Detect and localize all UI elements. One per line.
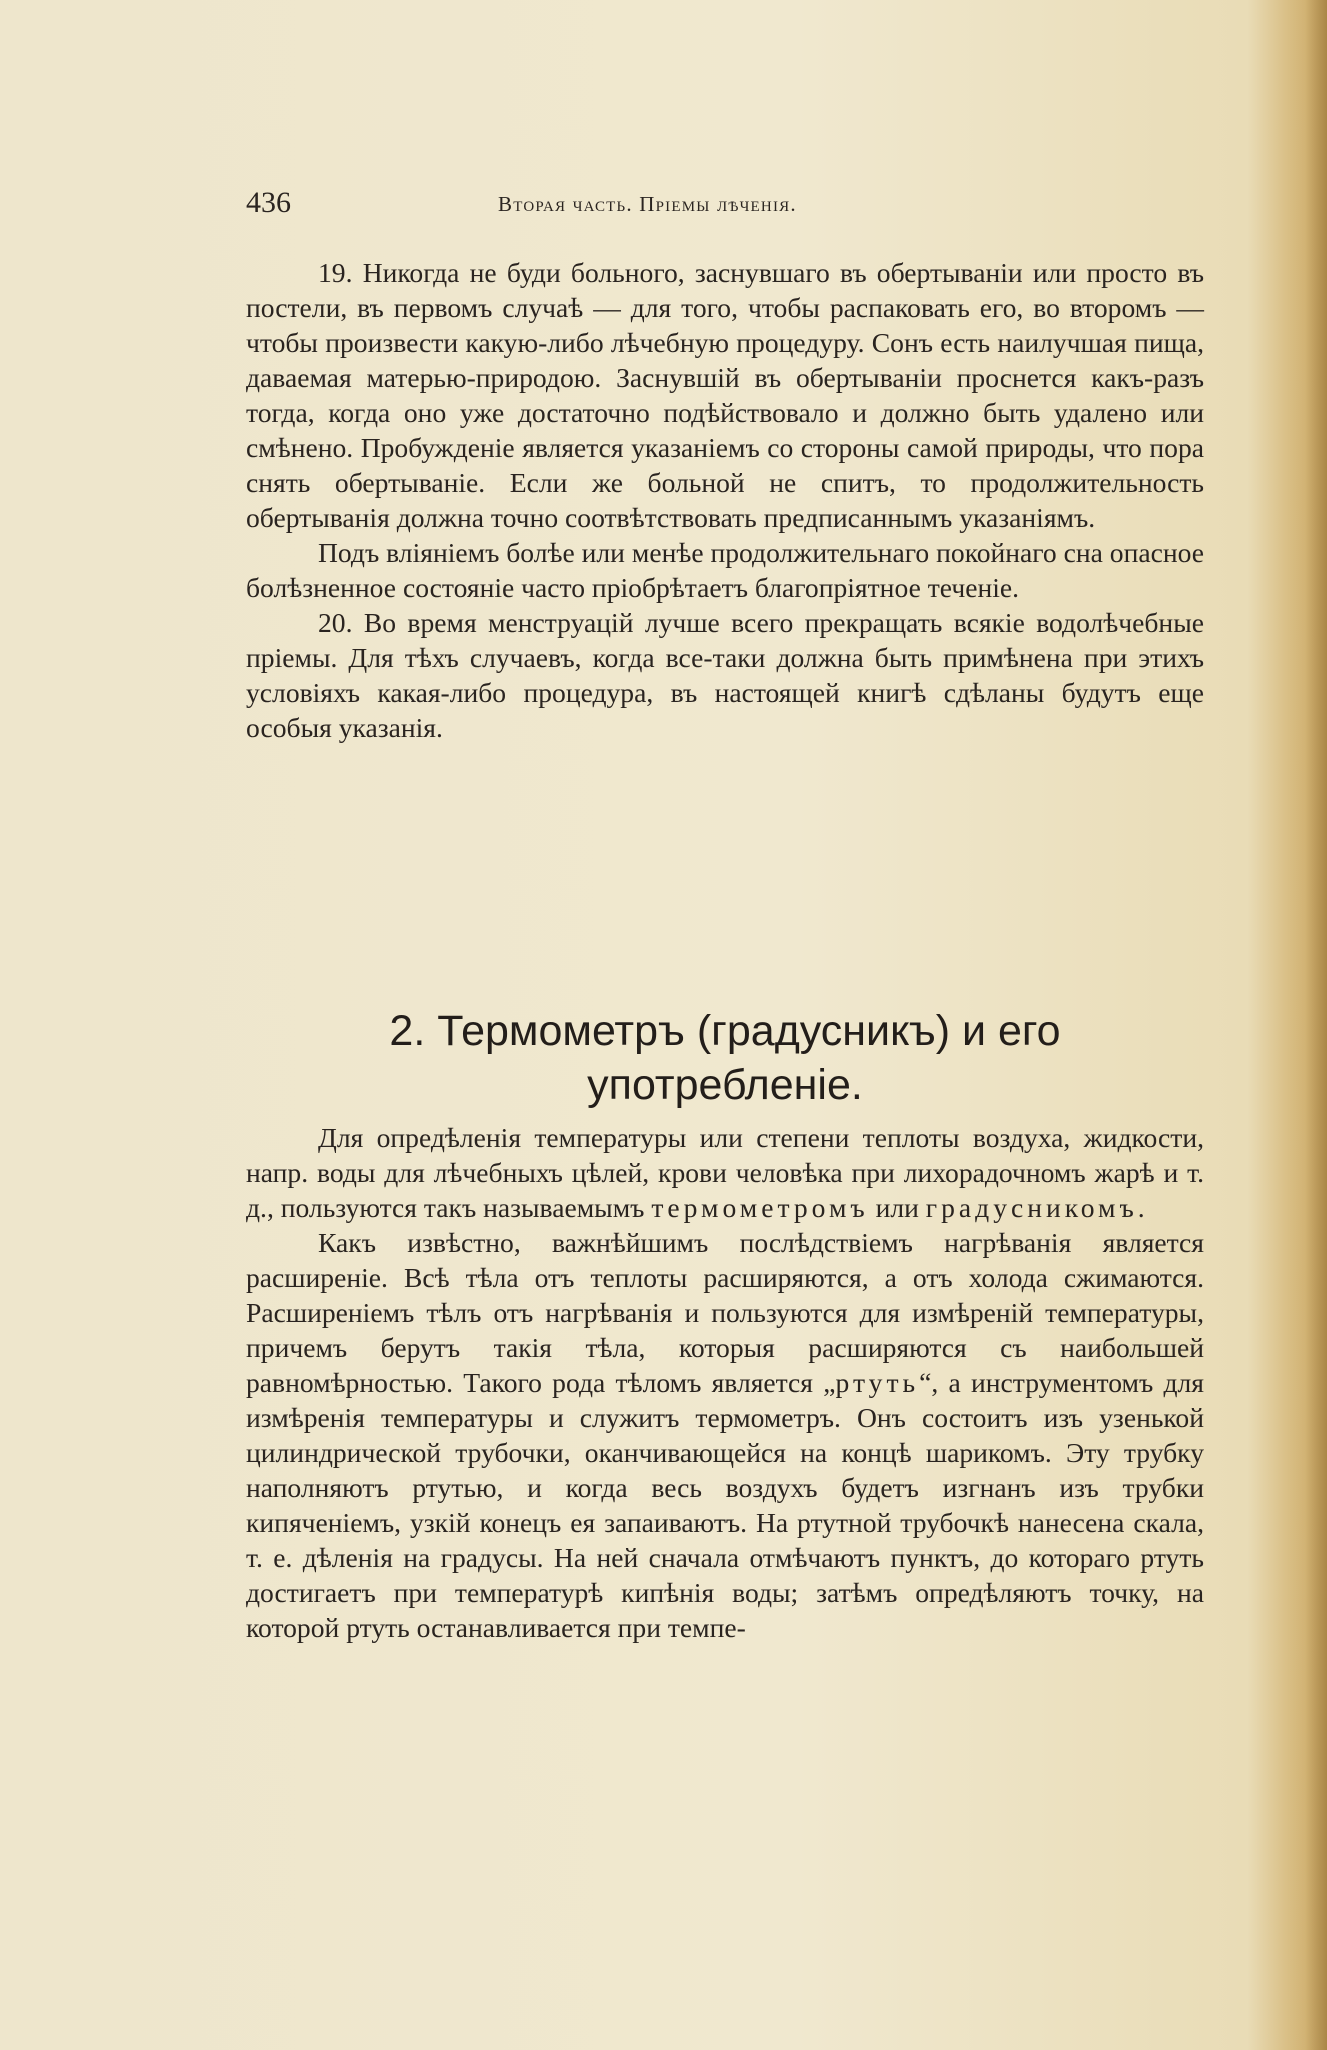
paragraph-20: 20. Во время менструацій лучше всего прекращать всякіе водолѣчебные пріемы. Для тѣхъ случаевъ, когда все-таки должна быть примѣнена при этихъ условіяхъ какая-либо процедура, въ настоящей книгѣ сдѣланы будутъ еще особыя указанія.	[246, 607, 1204, 743]
page-header	[246, 186, 1206, 220]
page-edge-shadow	[1305, 0, 1327, 2050]
page-number: 436	[246, 186, 291, 219]
text-span: или	[868, 1192, 926, 1223]
text-span: Для опредѣленія температуры или степени теплоты воздуха, жидкости, напр. воды для лѣчебныхъ цѣлей, крови человѣка при лихорадочномъ жарѣ и т. д., пользуются такъ называемымъ	[246, 1122, 1204, 1223]
text-span: “, а инструментомъ для измѣренія температуры и служитъ термометръ. Онъ состоитъ изъ узенькой цилиндрической трубочки, оканчивающейся на концѣ шарикомъ. Эту трубку наполняютъ ртутью, и когда весь воздухъ будетъ изгнанъ изъ трубки кипяченіемъ, узкій конецъ ея запаиваютъ. На ртутной трубочкѣ нанесена скала, т. е. дѣленія на градусы. На ней сначала отмѣчаютъ пунктъ, до котораго ртуть достигаетъ при температурѣ кипѣнія воды; затѣмъ опредѣляютъ точку, на которой ртуть останавливается при темпе-	[246, 1367, 1204, 1643]
paragraph-definition	[246, 1120, 1204, 1225]
paragraph-19: 19. Никогда не буди больного, заснувшаго въ обертываніи или просто въ постели, въ первомъ случаѣ — для того, чтобы распаковать его, во второмъ — чтобы произвести какую-либо лѣчебную процедуру. Сонъ есть наилучшая пища, даваемая матерью-природою. Заснувшій въ обертываніи проснется какъ-разъ тогда, когда оно уже достаточно подѣйствовало и должно быть удалено или смѣнено. Пробужденіе является указаніемъ со стороны самой природы, что пора снять обертываніе. Если же больной не спитъ, то продолжительность обертыванія должна точно соотвѣтствовать предписаннымъ указаніямъ.	[246, 257, 1204, 533]
text-block-thermometer	[246, 1120, 1204, 1645]
paragraph-sleep: Подъ вліяніемъ болѣе или менѣе продолжительнаго покойнаго сна опасное болѣзненное состояніе часто пріобрѣтаетъ благопріятное теченіе.	[246, 537, 1204, 603]
term-gradusnik: градусникомъ	[925, 1192, 1138, 1223]
text-block-top	[246, 255, 1204, 745]
paragraph-expansion	[246, 1225, 1204, 1645]
term-thermometer: термометромъ	[651, 1192, 869, 1223]
running-head: Вторая часть. Пріемы лѣченія.	[498, 192, 797, 216]
term-mercury: ртуть	[835, 1367, 920, 1398]
text-span: Какъ извѣстно, важнѣйшимъ послѣдствіемъ нагрѣванія является расширеніе. Всѣ тѣла отъ теплоты расширяются, а отъ холода сжимаются. Расширеніемъ тѣлъ отъ нагрѣванія и пользуются для измѣреній температуры, причемъ берутъ такія тѣла, которыя расширяются съ наибольшей равномѣрностью. Такого рода тѣломъ является „	[246, 1227, 1204, 1398]
section-heading: 2. Термометръ (градусникъ) и его употребленіе.	[389, 1007, 1061, 1109]
text-span: .	[1137, 1192, 1145, 1223]
